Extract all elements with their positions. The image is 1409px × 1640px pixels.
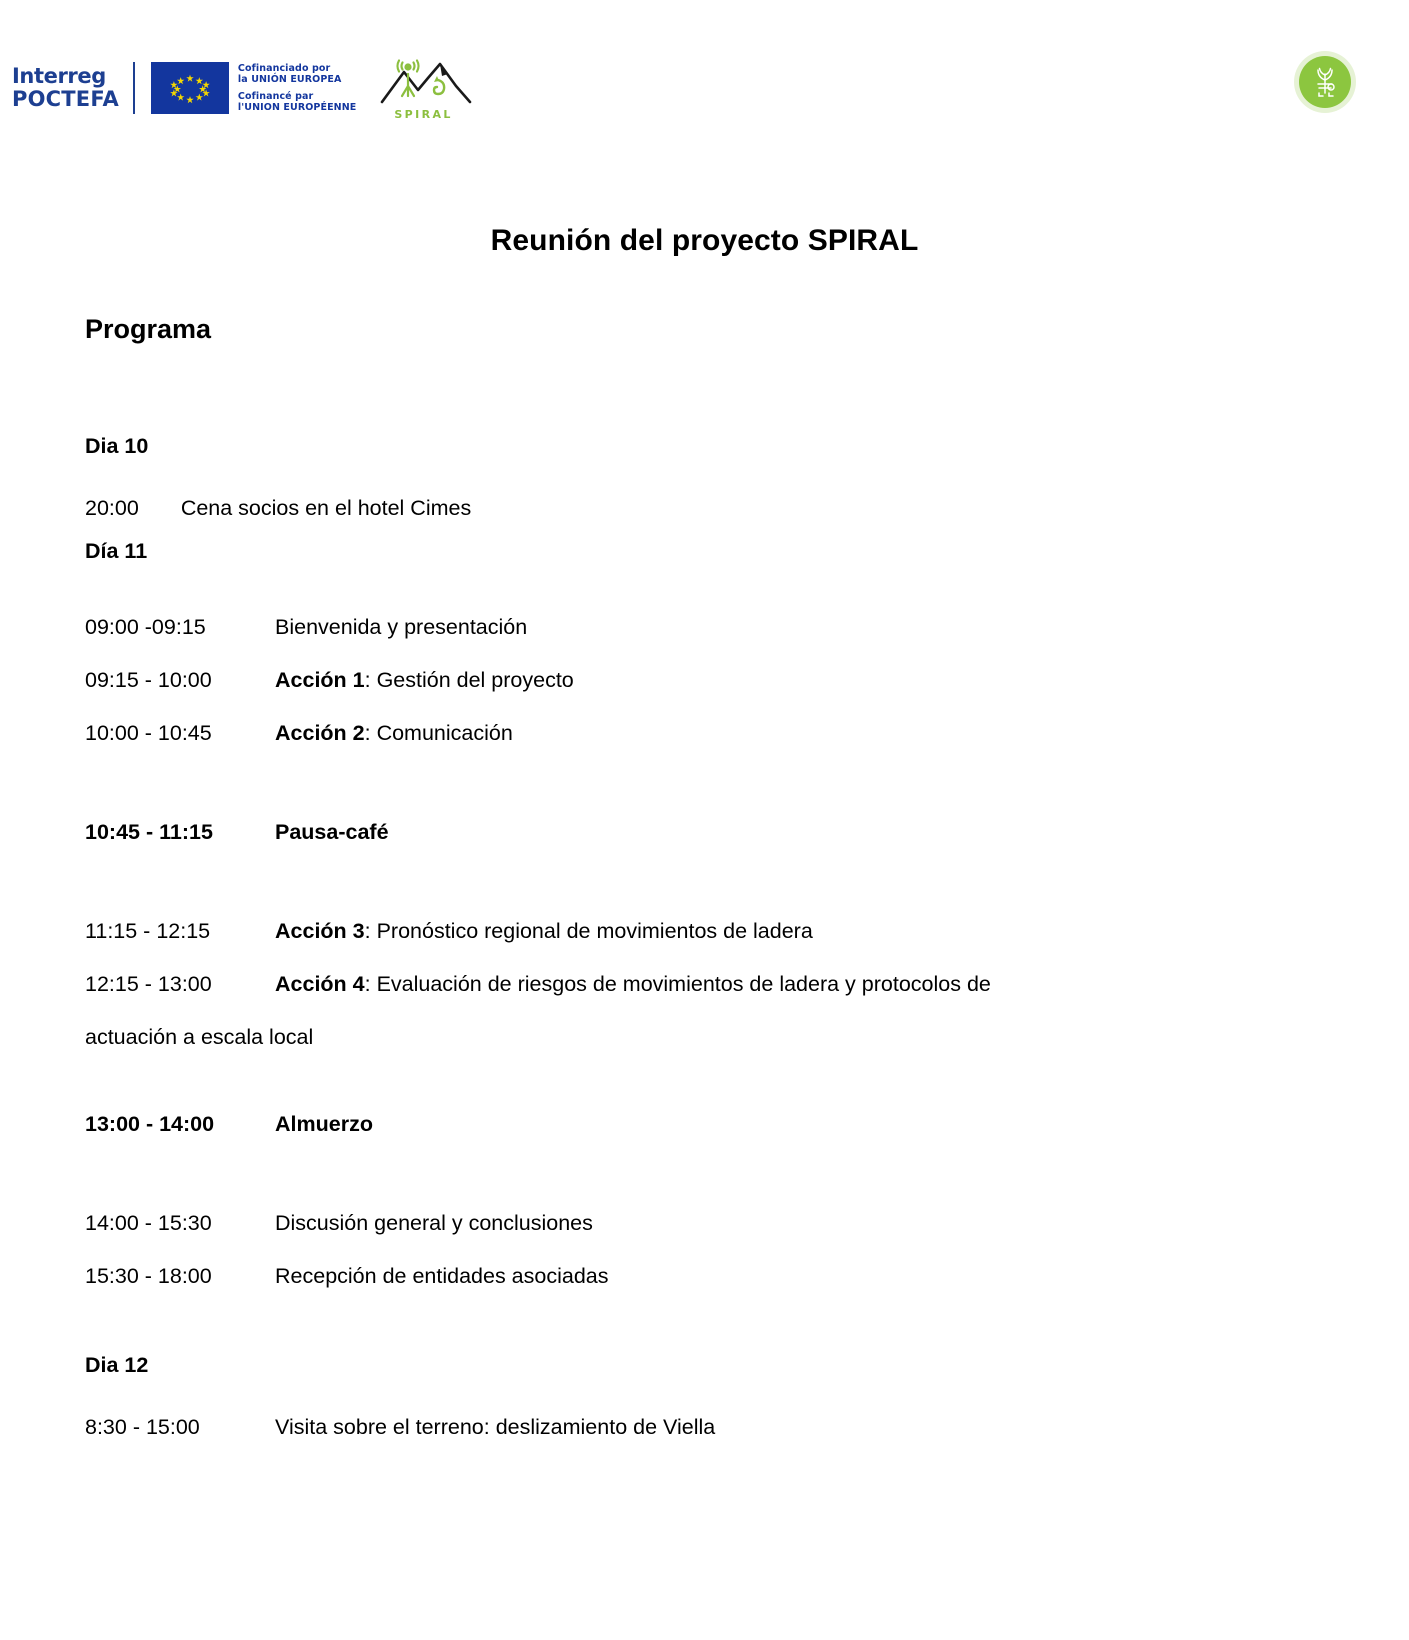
entry-description: Visita sobre el terreno: deslizamiento de Viella	[275, 1415, 716, 1439]
eu-cofunding-text	[238, 63, 356, 113]
entry-description: Discusión general y conclusiones	[275, 1211, 593, 1235]
entry-description-continuation: actuación a escala local	[85, 1025, 314, 1049]
entry-time: 10:45 - 11:15	[85, 820, 213, 844]
entry-time: 09:00 -09:15	[85, 615, 206, 639]
spacer	[85, 462, 1205, 482]
day-heading: Dia 12	[85, 1353, 149, 1377]
entry-description: Recepción de entidades asociadas	[275, 1264, 609, 1288]
programme-entry	[85, 1197, 1205, 1250]
spiral-wordmark: SPIRAL	[394, 108, 453, 121]
entry-action-label: Acción 2	[275, 721, 365, 745]
spacer	[85, 1151, 1205, 1197]
funding-logo-cluster	[12, 58, 474, 121]
entry-description	[275, 958, 991, 1011]
programme-entry	[85, 654, 1205, 707]
eu-text-es-line1: Cofinanciado por	[237, 63, 331, 75]
programme-entry	[85, 601, 1205, 654]
programme-content	[85, 430, 1205, 1454]
entry-time: 12:15 - 13:00	[85, 972, 212, 996]
programme-entry	[85, 482, 1205, 535]
programme-entry-lunch	[85, 1098, 1205, 1151]
interreg-poctefa-logo	[12, 62, 135, 114]
eu-text-fr-line2: l'UNION EUROPÉENNE	[237, 101, 357, 113]
entry-time: 13:00 - 14:00	[85, 1112, 215, 1136]
day-heading: Dia 10	[85, 434, 149, 458]
logo-header-band	[0, 0, 1409, 160]
entry-description	[275, 654, 574, 707]
entry-description-text: : Gestión del proyecto	[364, 668, 574, 692]
programme-entry	[85, 1401, 1205, 1454]
interreg-logo-line1: Interreg	[12, 63, 106, 88]
entry-action-label: Acción 3	[275, 919, 365, 943]
entry-description-text: : Comunicación	[364, 721, 513, 745]
day-heading: Día 11	[85, 539, 148, 563]
entry-description: Cena socios en el hotel Cimes	[180, 496, 472, 520]
section-heading-programa: Programa	[85, 314, 212, 344]
eu-text-es-line2: la UNIÓN EUROPEA	[237, 74, 342, 86]
eu-flag-icon	[151, 62, 229, 114]
programme-entry	[85, 958, 1205, 1011]
entry-description-text: : Evaluación de riesgos de movimientos de ladera y protocolos de	[364, 972, 991, 996]
entry-time: 8:30 - 15:00	[85, 1415, 200, 1439]
page-title: Reunión del proyecto SPIRAL	[490, 224, 919, 257]
programme-entry	[85, 1250, 1205, 1303]
programme-entry-break	[85, 806, 1205, 859]
entry-action-label: Acción 1	[275, 668, 365, 692]
spiral-project-logo	[378, 58, 474, 121]
programme-entry	[85, 905, 1205, 958]
programme-entry	[85, 707, 1205, 760]
eu-cofunding-logo	[151, 62, 356, 114]
entry-time: 11:15 - 12:15	[85, 919, 211, 943]
spacer	[85, 1303, 1205, 1349]
entry-description: Bienvenida y presentación	[275, 615, 528, 639]
green-circular-emblem-icon	[1299, 56, 1351, 108]
entry-description	[275, 707, 513, 760]
spacer	[85, 1064, 1205, 1098]
entry-time: 10:00 - 10:45	[85, 721, 212, 745]
entry-description: Pausa-café	[275, 820, 389, 844]
entry-description	[275, 905, 813, 958]
spacer	[85, 1381, 1205, 1401]
entry-action-label: Acción 4	[275, 972, 365, 996]
spacer	[85, 567, 1205, 601]
spacer	[85, 859, 1205, 905]
spiral-mountain-icon	[378, 58, 474, 104]
eu-text-fr-line1: Cofinancé par	[237, 90, 314, 102]
interreg-logo-line2: POCTEFA	[12, 87, 119, 111]
entry-time: 20:00	[85, 496, 139, 520]
entry-time: 14:00 - 15:30	[85, 1211, 212, 1235]
entry-time: 09:15 - 10:00	[85, 668, 212, 692]
entry-description: Almuerzo	[275, 1112, 373, 1136]
entry-description-text: : Pronóstico regional de movimientos de ladera	[364, 919, 813, 943]
spacer	[85, 760, 1205, 806]
entry-time: 15:30 - 18:00	[85, 1264, 212, 1288]
